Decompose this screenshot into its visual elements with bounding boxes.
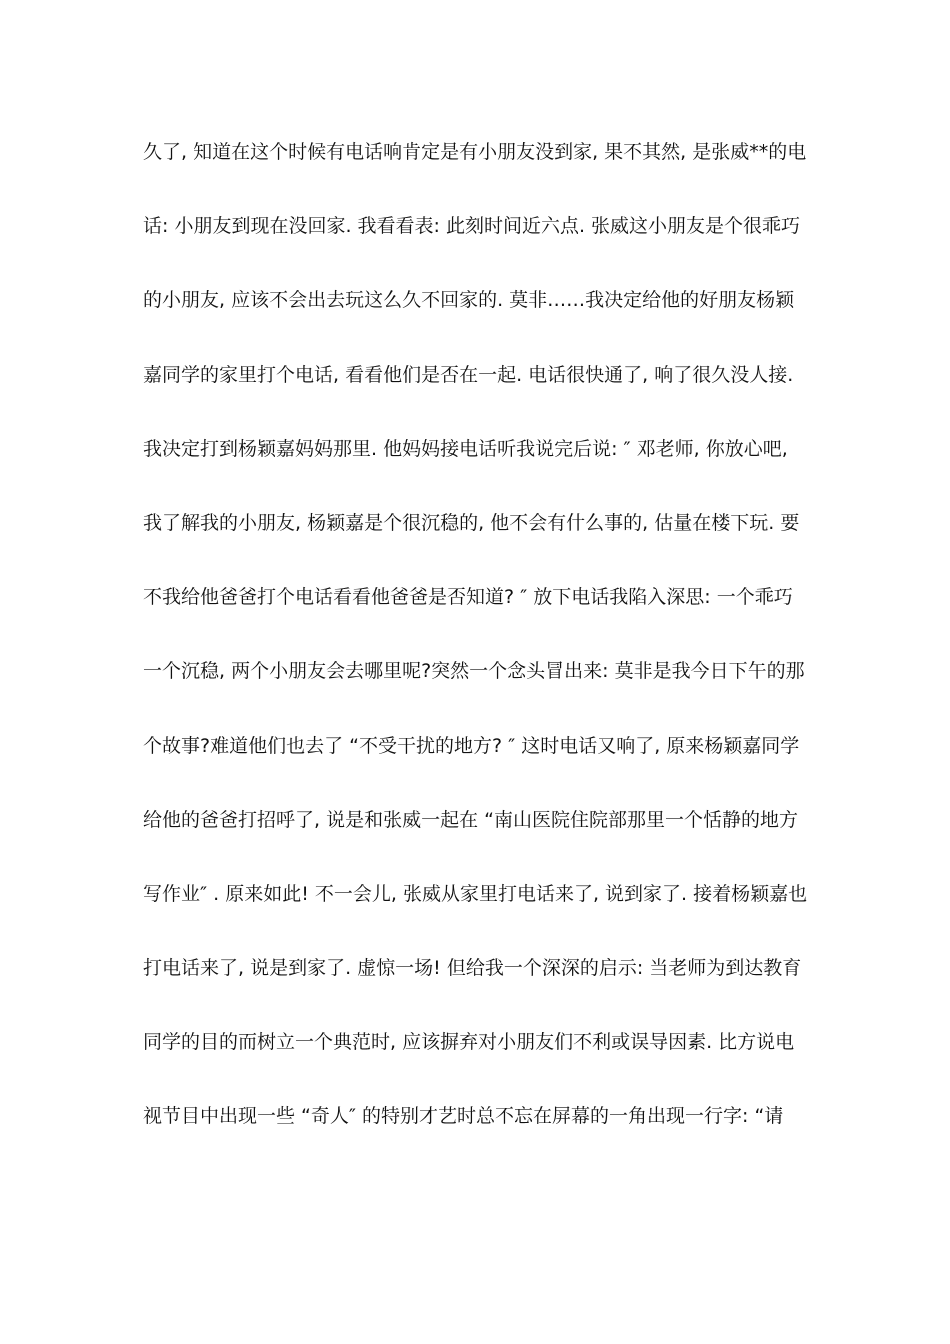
text-line: 一个沉稳, 两个小朋友会去哪里呢?突然一个念头冒出来: 莫非是我今日下午的那 bbox=[143, 660, 805, 683]
text-line: 打电话来了, 说是到家了. 虚惊一场! 但给我一个深深的启示: 当老师为到达教育 bbox=[143, 957, 802, 980]
text-line: 视节目中出现一些 “奇人″ 的特别才艺时总不忘在屏幕的一角出现一行字: “请 bbox=[143, 1105, 784, 1128]
text-line: 的小朋友, 应该不会出去玩这么久不回家的. 莫非……我决定给他的好朋友杨颖 bbox=[143, 289, 795, 312]
body-text bbox=[143, 132, 813, 1171]
text-line: 个故事?难道他们也去了 “不受干扰的地方? ″ 这时电话又响了, 原来杨颖嘉同学 bbox=[143, 734, 800, 757]
text-line: 不我给他爸爸打个电话看看他爸爸是否知道? ″ 放下电话我陷入深思: 一个乖巧 bbox=[143, 586, 793, 609]
text-line: 我决定打到杨颖嘉妈妈那里. 他妈妈接电话听我说完后说: ″ 邓老师, 你放心吧, bbox=[143, 437, 788, 460]
text-line: 我了解我的小朋友, 杨颖嘉是个很沉稳的, 他不会有什么事的, 估量在楼下玩. 要 bbox=[143, 511, 800, 534]
text-line: 写作业″ . 原来如此! 不一会儿, 张威从家里打电话来了, 说到家了. 接着杨颖嘉也 bbox=[143, 882, 808, 905]
text-line: 给他的爸爸打招呼了, 说是和张威一起在 “南山医院住院部那里一个恬静的地方 bbox=[143, 808, 798, 831]
text-line: 嘉同学的家里打个电话, 看看他们是否在一起. 电话很快通了, 响了很久没人接. bbox=[143, 363, 794, 386]
text-line: 同学的目的而树立一个典范时, 应该摒弃对小朋友们不利或误导因素. 比方说电 bbox=[143, 1031, 795, 1054]
text-line: 久了, 知道在这个时候有电话响肯定是有小朋友没到家, 果不其然, 是张威**的电 bbox=[143, 141, 807, 163]
text-line: 话: 小朋友到现在没回家. 我看看表: 此刻时间近六点. 张威这小朋友是个很乖巧 bbox=[143, 215, 801, 238]
